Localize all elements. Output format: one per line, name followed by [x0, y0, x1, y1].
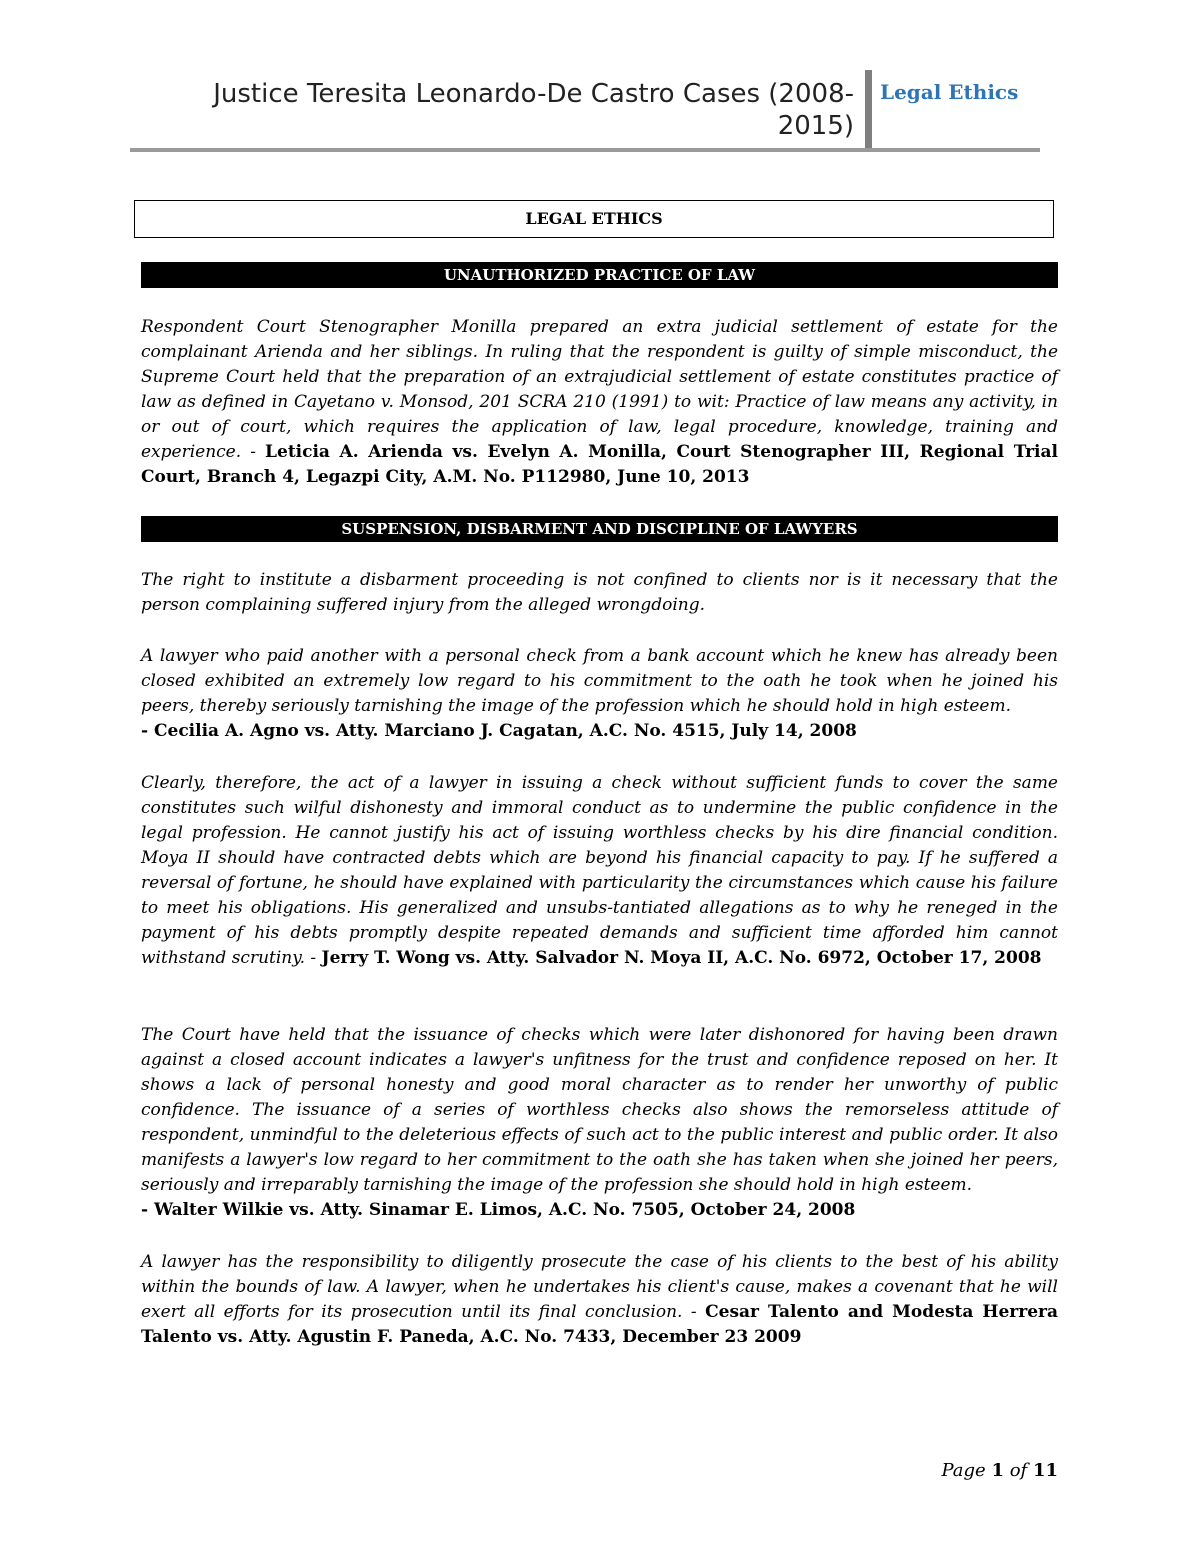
paragraph-wong	[141, 771, 1058, 971]
page-header	[130, 70, 1040, 154]
header-rule	[130, 148, 1040, 152]
case-citation: Cesar Talento and Modesta Herrera Talento vs. Atty. Agustin F. Paneda, A.C. No. 7433, December 23 2009	[141, 1302, 1058, 1347]
paragraph-agno	[141, 644, 1058, 744]
document-title	[154, 78, 854, 142]
paragraph-body: A lawyer has the responsibility to diligently prosecute the case of his clients to the best of his ability within the bounds of law. A lawyer, when he undertakes his client's cause, makes a covenant that he will exert all efforts for its prosecution until its final conclusion. -	[141, 1252, 1058, 1322]
section-heading-suspension-disbarment: SUSPENSION, DISBARMENT AND DISCIPLINE OF LAWYERS	[141, 516, 1058, 542]
paragraph-body: The Court have held that the issuance of checks which were later dishonored for having been drawn against a closed account indicates a lawyer's unfitness for the trust and confidence reposed on her. It shows a lack of personal honesty and good moral character as to render her unworthy of public confidence. The issuance of a series of worthless checks also shows the remorseless attitude of respondent, unmindful to the deleterious effects of such act to the public interest and public order. It also manifests a lawyer's low regard to her commitment to the oath she has taken when she joined her peers, seriously and irreparably tarnishing the image of the profession she should hold in high esteem.	[141, 1025, 1058, 1195]
case-citation: Leticia A. Arienda vs. Evelyn A. Monilla, Court Stenographer III, Regional Trial Court, Branch 4, Legazpi City, A.M. No. P112980, June 10, 2013	[141, 442, 1058, 487]
case-citation: - Walter Wilkie vs. Atty. Sinamar E. Limos, A.C. No. 7505, October 24, 2008	[141, 1200, 856, 1220]
section-heading-unauthorized-practice: UNAUTHORIZED PRACTICE OF LAW	[141, 262, 1058, 288]
total-pages: 11	[1032, 1460, 1058, 1481]
header-divider	[865, 70, 872, 150]
paragraph-body: Respondent Court Stenographer Monilla prepared an extra judicial settlement of estate for the complainant Arienda and her siblings. In ruling that the respondent is guilty of simple misconduct, the Supreme Court held that the preparation of an extrajudicial settlement of estate constitutes practice of law as defined in Cayetano v. Monsod, 201 SCRA 210 (1991) to wit: Practice of law means any activity, in or out of court, which requires the application of law, legal procedure, knowledge, training and experience. -	[141, 317, 1058, 462]
paragraph-disbarment-right	[141, 568, 1058, 618]
page-word: Page	[941, 1460, 986, 1481]
case-citation: Jerry T. Wong vs. Atty. Salvador N. Moya II, A.C. No. 6972, October 17, 2008	[321, 948, 1042, 968]
paragraph-talento	[141, 1250, 1058, 1350]
document-title-line1: Justice Teresita Leonardo-De Castro Cases (2008-	[213, 79, 854, 109]
paragraph-body: The right to institute a disbarment proceeding is not confined to clients nor is it necessary that the person complaining suffered injury from the alleged wrongdoing.	[141, 570, 1058, 615]
document-title-line2: 2015)	[777, 111, 854, 141]
page-number-footer	[941, 1460, 1058, 1481]
of-word: of	[1009, 1460, 1028, 1481]
paragraph-wilkie	[141, 1023, 1058, 1223]
current-page-number: 1	[991, 1460, 1004, 1481]
paragraph-body: Clearly, therefore, the act of a lawyer in issuing a check without sufficient funds to cover the same constitutes such wilful dishonesty and immoral conduct as to undermine the public confidence in the legal profession. He cannot justify his act of issuing worthless checks by his dire financial condition. Moya II should have contracted debts which are beyond his financial capacity to pay. If he suffered a reversal of fortune, he should have explained with particularity the circumstances which cause his failure to meet his obligations. His generalized and unsubs-tantiated allegations as to why he reneged in the payment of his debts promptly despite repeated demands and sufficient time afforded him cannot withstand scrutiny. -	[141, 773, 1058, 968]
main-heading: LEGAL ETHICS	[134, 200, 1054, 238]
case-citation: - Cecilia A. Agno vs. Atty. Marciano J. Cagatan, A.C. No. 4515, July 14, 2008	[141, 721, 857, 741]
paragraph-body: A lawyer who paid another with a personal check from a bank account which he knew has already been closed exhibited an extremely low regard to his commitment to the oath he took when he joined his peers, thereby seriously tarnishing the image of the profession which he should hold in high esteem.	[141, 646, 1058, 716]
header-subject-tag: Legal Ethics	[880, 80, 1019, 104]
paragraph-arienda	[141, 315, 1058, 490]
